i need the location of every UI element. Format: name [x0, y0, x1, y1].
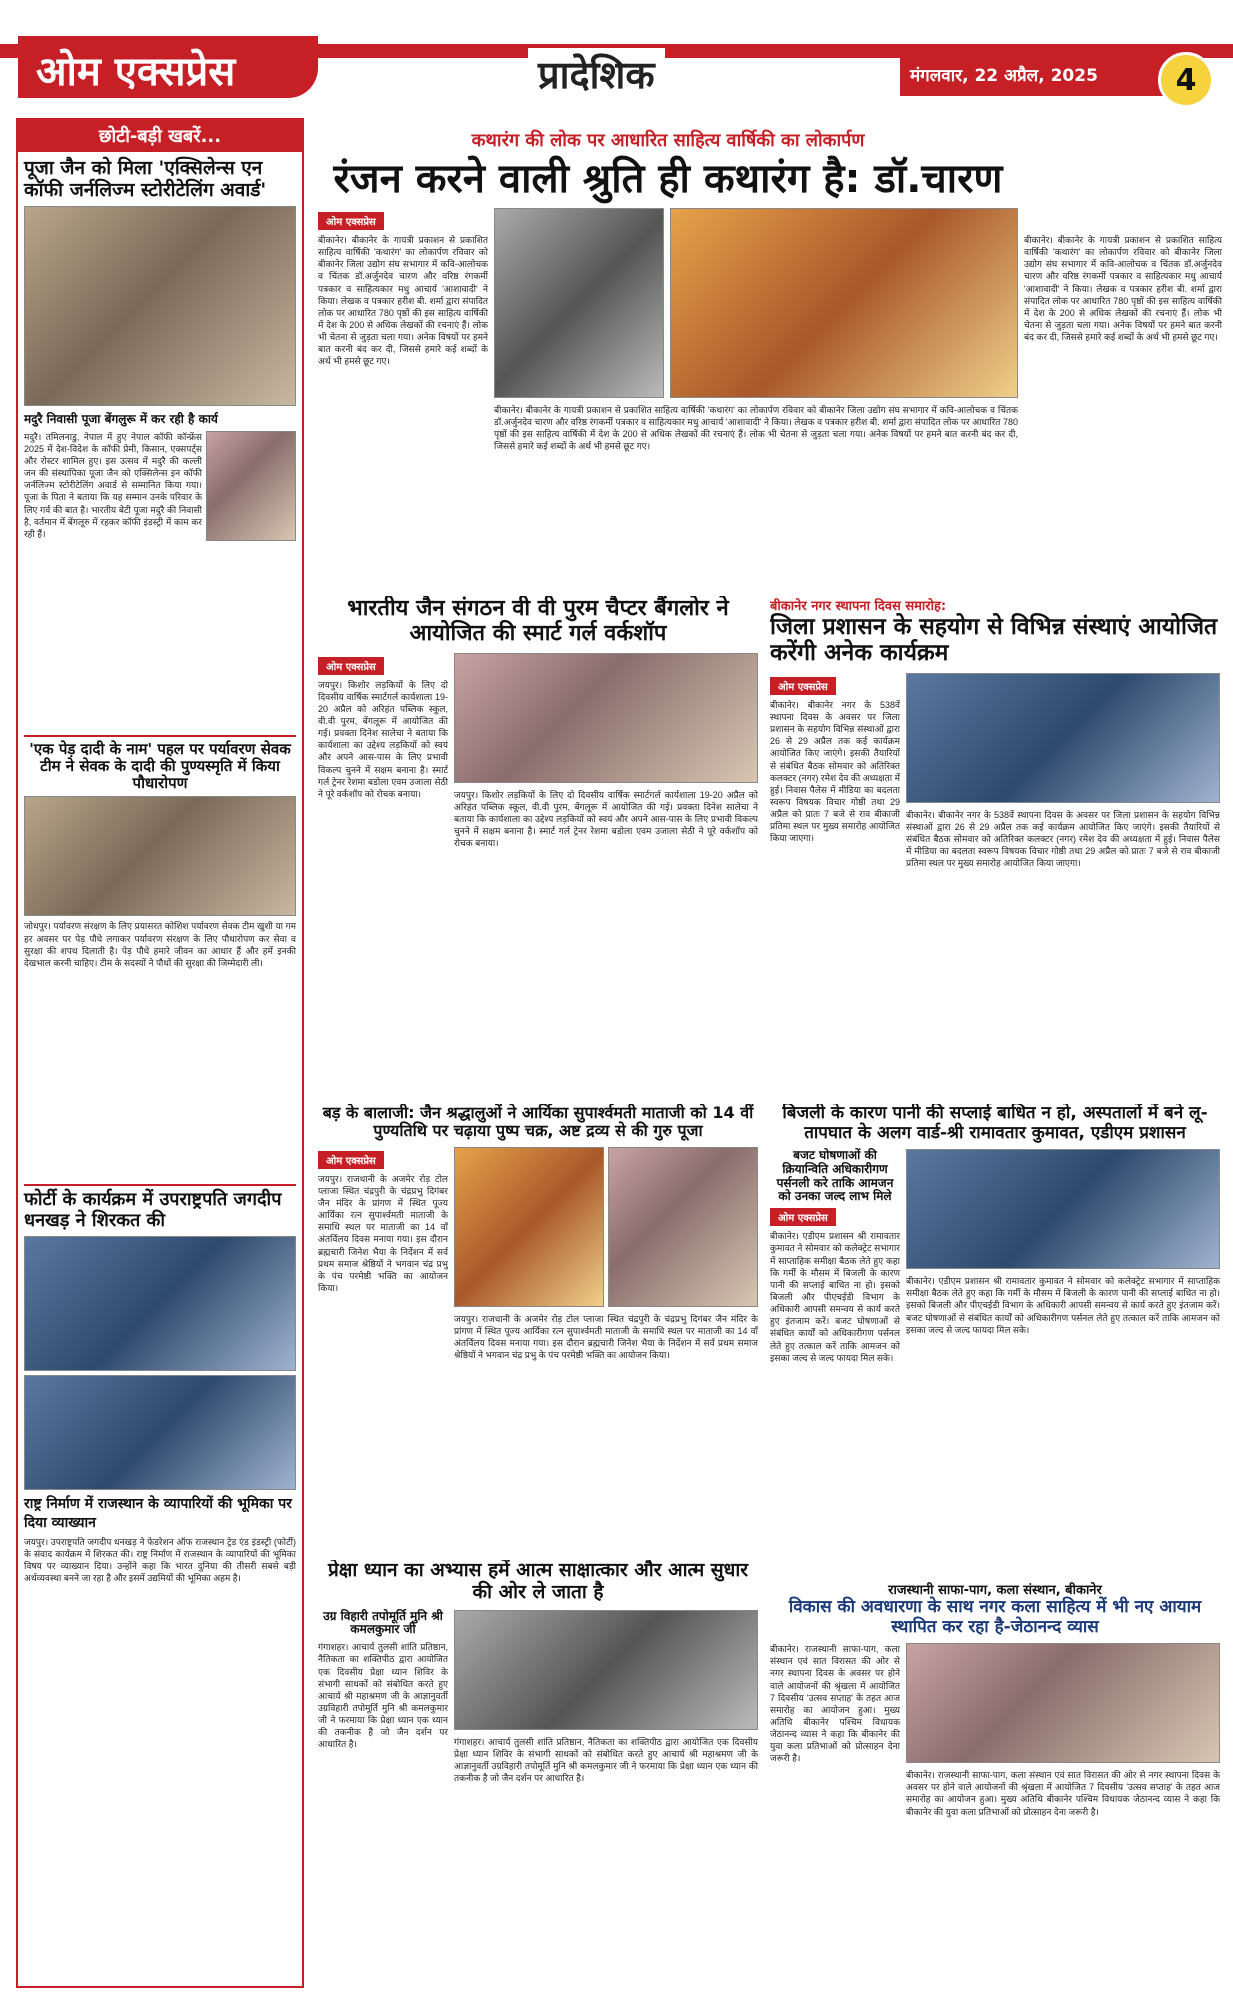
- story-kicker: कथारंग की लोक पर आधारित साहित्य वार्षिकी का लोकार्पण: [471, 130, 865, 151]
- story-body: गंगाशहर। आचार्य तुलसी शांति प्रतिष्ठान, नैतिकता का शक्तिपीठ द्वारा आयोजित एक दिवसीय प्रेक्षा ध्यान शिविर के संभागी साधकों को संबोधित करते हुए आचार्य श्री महाश्रमण जी के आज्ञानुवर्ती उग्रविहारी तपोमूर्ति मुनि श्री कमलकुमार जी ने फरमाया कि प्रेक्षा ध्यान एक ध्यान की तकनीक है जो जैन दर्शन पर आधारित है।: [318, 1642, 448, 1750]
- lead-story: [318, 128, 1018, 588]
- meeting-photo: [906, 673, 1220, 803]
- story-kicker: राजस्थानी साफा-पाग, कला संस्थान, बीकानेर: [888, 1583, 1102, 1598]
- dhyan-story: [318, 1560, 758, 1990]
- story-body: जयपुर। किशोर लड़कियों के लिए दो दिवसीय वार्षिक स्मार्टगर्ल कार्यशाला 19-20 अप्रैल को अरिहंत पब्लिक स्कूल, वी.वी पुरम, बेंगलूरू में आयोजित की गई। प्रवक्ता दिनेश सालेचा ने बताया कि कार्यशाला का उद्देश्य लड़कियों को स्वयं और अपने आस-पास के लिए प्रभावी विकल्प चुनने में सक्षम बनाना है। स्मार्ट गर्ल ट्रेनर रेशमा बडोला एवम उजाला सेठी ने पूरे वर्कशॉप को रोचक बनाया।: [454, 789, 758, 849]
- column-title: छोटी-बड़ी खबरें...: [18, 120, 302, 152]
- story-headline: जिला प्रशासन के सहयोग से विभिन्न संस्थाएं आयोजित करेंगी अनेक कार्यक्रम: [770, 614, 1218, 667]
- portrait-photo: [206, 431, 296, 541]
- guru-story: [318, 1104, 758, 1554]
- speaker-photo: [494, 208, 664, 398]
- meditation-photo: [454, 1610, 758, 1730]
- lead-headline: रंजन करने वाली श्रुति ही कथारंग है: डॉ.चारण: [333, 156, 1003, 202]
- photo-caption: मदुरै निवासी पूजा बेंगलुरू में कर रही है कार्य: [24, 411, 218, 426]
- workshop-photo: [454, 653, 758, 783]
- story-body: जोधपुर। पर्यावरण संरक्षण के लिए प्रयासरत कोशिश पर्यावरण सेवक टीम खुशी या गम हर अवसर पर पेड़ पौधे लगाकर पर्यावरण संरक्षण के लिए पौधारोपण कर सेवा व सुरक्षा की शपथ दिलाती है। पेड़ पौधे हमारे जीवन का आधार हैं और हमें इनकी देखभाल करनी चाहिए। टीम के सदस्यों ने पौधों की सुरक्षा की जिम्मेदारी ली।: [24, 921, 296, 968]
- story-kicker: बीकानेर नगर स्थापना दिवस समारोह:: [770, 599, 947, 614]
- water-story: [770, 1104, 1220, 1574]
- bikaner-story: [770, 596, 1220, 1096]
- puja-photo: [454, 1147, 604, 1307]
- story-body: बीकानेर। बीकानेर के गायत्री प्रकाशन से प्रकाशित साहित्य वार्षिकी 'कथारंग' का लोकार्पण रविवार को बीकानेर जिला उद्योग संघ सभागार में कवि-आलोचक व चिंतक डॉ.अर्जुनदेव चारण और वरिष्ठ रंगकर्मी पत्रकार व साहित्यकार मधु आचार्य 'आशावादी' ने किया। लेखक व पत्रकार हरीश बी. शर्मा द्वारा संपादित लोक पर आधारित 780 पृष्ठों की इस साहित्य वार्षिकी में देश के 200 से अधिक लेखकों की रचनाएं हैं। लोक भी चेतना से जुड़ता चला गया। अनेक विषयों पर हमने बात करनी बंद कर दी, जिससे हमारे कई शब्दों के अर्थ भी हमसे छूट गए।: [1024, 235, 1222, 343]
- story-headline: 'एक पेड़ दादी के नाम' पहल पर पर्यावरण सेवक टीम ने सेवक के दादी की पुण्यस्मृति में किया पौधारोपण: [29, 739, 291, 793]
- byline: ओम एक्सप्रेस: [318, 1151, 384, 1169]
- byline: ओम एक्सप्रेस: [770, 677, 836, 695]
- byline: ओम एक्सप्रेस: [770, 1208, 836, 1226]
- left-news-column: [16, 118, 304, 1988]
- issue-date: मंगलवार, 22 अप्रैल, 2025: [900, 52, 1172, 96]
- story-body: बीकानेर। बीकानेर के गायत्री प्रकाशन से प्रकाशित साहित्य वार्षिकी 'कथारंग' का लोकार्पण रविवार को बीकानेर जिला उद्योग संघ सभागार में कवि-आलोचक व चिंतक डॉ.अर्जुनदेव चारण और वरिष्ठ रंगकर्मी पत्रकार व साहित्यकार मधु आचार्य 'आशावादी' ने किया। लेखक व पत्रकार हरीश बी. शर्मा द्वारा संपादित लोक पर आधारित 780 पृष्ठों की इस साहित्य वार्षिकी में देश के 200 से अधिक लेखकों की रचनाएं हैं। लोक भी चेतना से जुड़ता चला गया। अनेक विषयों पर हमने बात करनी बंद कर दी, जिससे हमारे कई शब्दों के अर्थ भी हमसे छूट गए।: [494, 405, 1018, 452]
- paper-name: ओम एक्सप्रेस: [18, 36, 318, 98]
- story-body: बीकानेर। बीकानेर नगर के 538वें स्थापना दिवस के अवसर पर जिला प्रशासन के सहयोग विभिन्न संस्थाओं द्वारा 26 से 29 अप्रैल तक कई कार्यक्रम आयोजित किए जाएंगे। इसकी तैयारियों से संबंधित बैठक सोमवार को अतिरिक्त कलक्टर (नगर) रमेश देव की अध्यक्षता में हुई। निवास पैलेस में मीडिया का बदलता स्वरूप विषयक विचार गोष्ठी तथा 29 अप्रैल को प्रातः 7 बजे से राव बीकाजी प्रतिमा स्थल पर मुख्य समारोह आयोजित किया जाएगा।: [906, 809, 1220, 869]
- launch-photo: [670, 208, 1018, 398]
- event-photo: [24, 1236, 296, 1371]
- ceremony-photo: [906, 1643, 1220, 1763]
- story-body: बीकानेर। राजस्थानी साफा-पाग, कला संस्थान एवं सात विरासत की ओर से नगर स्थापना दिवस के अवसर पर होने वाले आयोजनों की श्रृंखला में आयोजित 7 दिवसीय 'उत्सव सप्ताह' के तहत आज समारोह का आयोजन हुआ। मुख्य अतिथि बीकानेर पश्चिम विधायक जेठानन्द व्यास ने कहा कि बीकानेर की युवा कला प्रतिभाओं को प्रोत्साहन देना जरूरी है।: [770, 1644, 900, 1764]
- event-photo: [24, 1375, 296, 1490]
- plantation-photo: [24, 796, 296, 916]
- story-subhead: उग्र विहारी तपोमूर्ति मुनि श्री कमलकुमार जी: [323, 1608, 443, 1637]
- story-body: जयपुर। किशोर लड़कियों के लिए दो दिवसीय वार्षिक स्मार्टगर्ल कार्यशाला 19-20 अप्रैल को अरिहंत पब्लिक स्कूल, वी.वी पुरम, बेंगलूरू में आयोजित की गई। प्रवक्ता दिनेश सालेचा ने बताया कि कार्यशाला का उद्देश्य लड़कियों को स्वयं और अपने आस-पास के लिए प्रभावी विकल्प चुनने में सक्षम बनाना है। स्मार्ट गर्ल ट्रेनर रेशमा बडोला एवम उजाला सेठी ने पूरे वर्कशॉप को रोचक बनाया।: [318, 679, 448, 799]
- puja-photo: [608, 1147, 758, 1307]
- story-body: बीकानेर। बीकानेर नगर के 538वें स्थापना दिवस के अवसर पर जिला प्रशासन के सहयोग विभिन्न संस्थाओं द्वारा 26 से 29 अप्रैल तक कई कार्यक्रम आयोजित किए जाएंगे। इसकी तैयारियों से संबंधित बैठक सोमवार को अतिरिक्त कलक्टर (नगर) रमेश देव की अध्यक्षता में हुई। निवास पैलेस में मीडिया का बदलता स्वरूप विषयक विचार गोष्ठी तथा 29 अप्रैल को प्रातः 7 बजे से राव बीकाजी प्रतिमा स्थल पर मुख्य समारोह आयोजित किया जाएगा।: [770, 699, 900, 844]
- byline: ओम एक्सप्रेस: [318, 657, 384, 675]
- story-body: जयपुर। उपराष्ट्रपति जगदीप धनखड़ ने फेडरेशन ऑफ राजस्थान ट्रेड एंड इंडस्ट्री (फोर्टी) के संवाद कार्यक्रम में शिरकत की। राष्ट्र निर्माण में राजस्थान के व्यापारियों की भूमिका विषय पर व्याख्यान दिया। उन्होंने कहा कि भारत दुनिया की तीसरी सबसे बड़ी अर्थव्यवस्था बनने जा रहा है और इसमें उद्यमियों की भूमिका अहम है।: [24, 1536, 296, 1584]
- story-body: मदुरै। तमिलनाडु, नेपाल में हुए नेपाल कॉफी कॉन्फ्रेंस 2025 में देश-विदेश के कॉफी प्रेमी, किसान, एक्सपर्ट्स और रोस्टर शामिल हुए। इस उत्सव में मदुरै की कल्ली जन की संस्थापिका पूजा जैन को एक्सिलेन्स इन कॉफी जर्नलिज्म स्टोरीटेलिंग अवार्ड से सम्मानित किया गया। पूजा के पिता ने बताया कि यह सम्मान उनके परिवार के लिए गर्व की बात है। भारतीय बेटी पूजा मदुरै की निवासी है, वर्तमान में बेंगलूरु में रहकर कॉफी इंडस्ट्री में काम कर रही हैं।: [24, 431, 202, 539]
- culture-story: [770, 1580, 1220, 1990]
- story-headline: बड़ के बालाजी: जैन श्रद्धालुओं ने आर्यिका सुपार्श्वमती माताजी को 14 वीं पुण्यतिथि पर चढ़ाया पुष्प चक्र, अष्ट द्रव्य से की गुरु पूजा: [322, 1104, 754, 1141]
- story-headline: पूजा जैन को मिला 'एक्सिलेन्स एन कॉफी जर्नलिज्म स्टोरीटेलिंग अवार्ड': [24, 157, 267, 201]
- page-number: 4: [1158, 52, 1214, 108]
- story-headline: फोर्टी के कार्यक्रम में उपराष्ट्रपति जगदीप धनखड़ ने शिरकत की: [24, 1189, 282, 1232]
- story-body: गंगाशहर। आचार्य तुलसी शांति प्रतिष्ठान, नैतिकता का शक्तिपीठ द्वारा आयोजित एक दिवसीय प्रेक्षा ध्यान शिविर के संभागी साधकों को संबोधित करते हुए आचार्य श्री महाश्रमण जी के आज्ञानुवर्ती उग्रविहारी तपोमूर्ति मुनि श्री कमलकुमार जी ने फरमाया कि प्रेक्षा ध्यान एक ध्यान की तकनीक है जो जैन दर्शन पर आधारित है।: [454, 1736, 758, 1784]
- story-headline: बिजली के कारण पानी की सप्लाई बाधित न हो, अस्पतालों में बने लू-तापघात के अलग वार्ड-श्री रामावतार कुमावत, एडीएम प्रशासन: [782, 1104, 1208, 1143]
- lead-continuation: [1024, 234, 1222, 590]
- masthead: [0, 0, 1233, 96]
- story-body: बीकानेर। राजस्थानी साफा-पाग, कला संस्थान एवं सात विरासत की ओर से नगर स्थापना दिवस के अवसर पर होने वाले आयोजनों की श्रृंखला में आयोजित 7 दिवसीय 'उत्सव सप्ताह' के तहत आज समारोह का आयोजन हुआ। मुख्य अतिथि बीकानेर पश्चिम विधायक जेठानन्द व्यास ने कहा कि बीकानेर की युवा कला प्रतिभाओं को प्रोत्साहन देना जरूरी है।: [906, 1770, 1220, 1817]
- photo-caption: राष्ट्र निर्माण में राजस्थान के व्यापारियों की भूमिका पर दिया व्याख्यान: [24, 1495, 292, 1531]
- story-headline: विकास की अवधारणा के साथ नगर कला साहित्य में भी नए आयाम स्थापित कर रहा है-जेठानन्द व्यास: [788, 1597, 1202, 1637]
- meeting-photo: [906, 1149, 1220, 1269]
- story-body: बीकानेर। बीकानेर के गायत्री प्रकाशन से प्रकाशित साहित्य वार्षिकी 'कथारंग' का लोकार्पण रविवार को बीकानेर जिला उद्योग संघ सभागार में कवि-आलोचक व चिंतक डॉ.अर्जुनदेव चारण और वरिष्ठ रंगकर्मी पत्रकार व साहित्यकार मधु आचार्य 'आशावादी' ने किया। लेखक व पत्रकार हरीश बी. शर्मा द्वारा संपादित लोक पर आधारित 780 पृष्ठों की इस साहित्य वार्षिकी में देश के 200 से अधिक लेखकों की रचनाएं हैं। लोक भी चेतना से जुड़ता चला गया। अनेक विषयों पर हमने बात करनी बंद कर दी, जिससे हमारे कई शब्दों के अर्थ भी हमसे छूट गए।: [318, 235, 488, 367]
- story-body: बीकानेर। एडीएम प्रशासन श्री रामावतार कुमावत ने सोमवार को कलेक्ट्रेट सभागार में साप्ताहिक समीक्षा बैठक लेते हुए कहा कि गर्मी के मौसम में बिजली के कारण पानी की सप्लाई बाधित ना हो। इसको बिजली और पीएचईडी विभाग के अधिकारी आपसी समन्वय से कार्य करते हुए इंतजाम करें। बजट घोषणाओं से संबंधित कार्यों को अधिकारीगण पर्सनल लेते हुए तत्काल करें ताकि आमजन को इसका जल्द से जल्द फायदा मिल सके।: [770, 1231, 900, 1363]
- story-body: जयपुर। राजधानी के अजमेर रोड़ टोल प्लाजा स्थित चंद्रपुरी के चंद्रप्रभु दिगंबर जैन मंदिर के प्रांगण में स्थित पूज्य आर्यिका रत्न सुपार्श्वमती माताजी के समाधि स्थल पर माताजी का 14 वाँ अंतर्विलय दिवस मनाया गया। इस दौरान ब्रह्मचारी जिनेश भैया के निर्देशन में सर्व प्रथम समाज श्रेष्ठियों ने भगवान चंद्र प्रभु के पंच परमेष्ठी भक्ति का आयोजन किया।: [318, 1173, 448, 1294]
- story-subhead: बजट घोषणाओं की क्रियान्विति अधिकारीगण पर्सनली करे ताकि आमजन को उनका जल्द लाभ मिले: [776, 1148, 894, 1204]
- story-headline: भारतीय जैन संगठन वी वी पुरम चैप्टर बैंगलोर ने आयोजित की स्मार्ट गर्ल वर्कशॉप: [347, 596, 729, 647]
- story-body: बीकानेर। एडीएम प्रशासन श्री रामावतार कुमावत ने सोमवार को कलेक्ट्रेट सभागार में साप्ताहिक समीक्षा बैठक लेते हुए कहा कि गर्मी के मौसम में बिजली के कारण पानी की सप्लाई बाधित ना हो। इसको बिजली और पीएचईडी विभाग के अधिकारी आपसी समन्वय से कार्य करते हुए इंतजाम करें। बजट घोषणाओं से संबंधित कार्यों को अधिकारीगण पर्सनल लेते हुए तत्काल करें ताकि आमजन को इसका जल्द से जल्द फायदा मिल सके।: [906, 1276, 1220, 1335]
- story-headline: प्रेक्षा ध्यान का अभ्यास हमें आत्म साक्षात्कार और आत्म सुधार की ओर ले जाता है: [327, 1560, 749, 1603]
- section-label: प्रादेशिक: [528, 48, 665, 100]
- story-body: जयपुर। राजधानी के अजमेर रोड़ टोल प्लाजा स्थित चंद्रपुरी के चंद्रप्रभु दिगंबर जैन मंदिर के प्रांगण में स्थित पूज्य आर्यिका रत्न सुपार्श्वमती माताजी के समाधि स्थल पर माताजी का 14 वाँ अंतर्विलय दिवस मनाया गया। इस दौरान ब्रह्मचारी जिनेश भैया के निर्देशन में सर्व प्रथम समाज श्रेष्ठियों ने भगवान चंद्र प्रभु के पंच परमेष्ठी भक्ति का आयोजन किया।: [454, 1313, 758, 1361]
- award-photo: [24, 206, 296, 406]
- jain-story: [318, 596, 758, 1096]
- byline: ओम एक्सप्रेस: [318, 212, 384, 230]
